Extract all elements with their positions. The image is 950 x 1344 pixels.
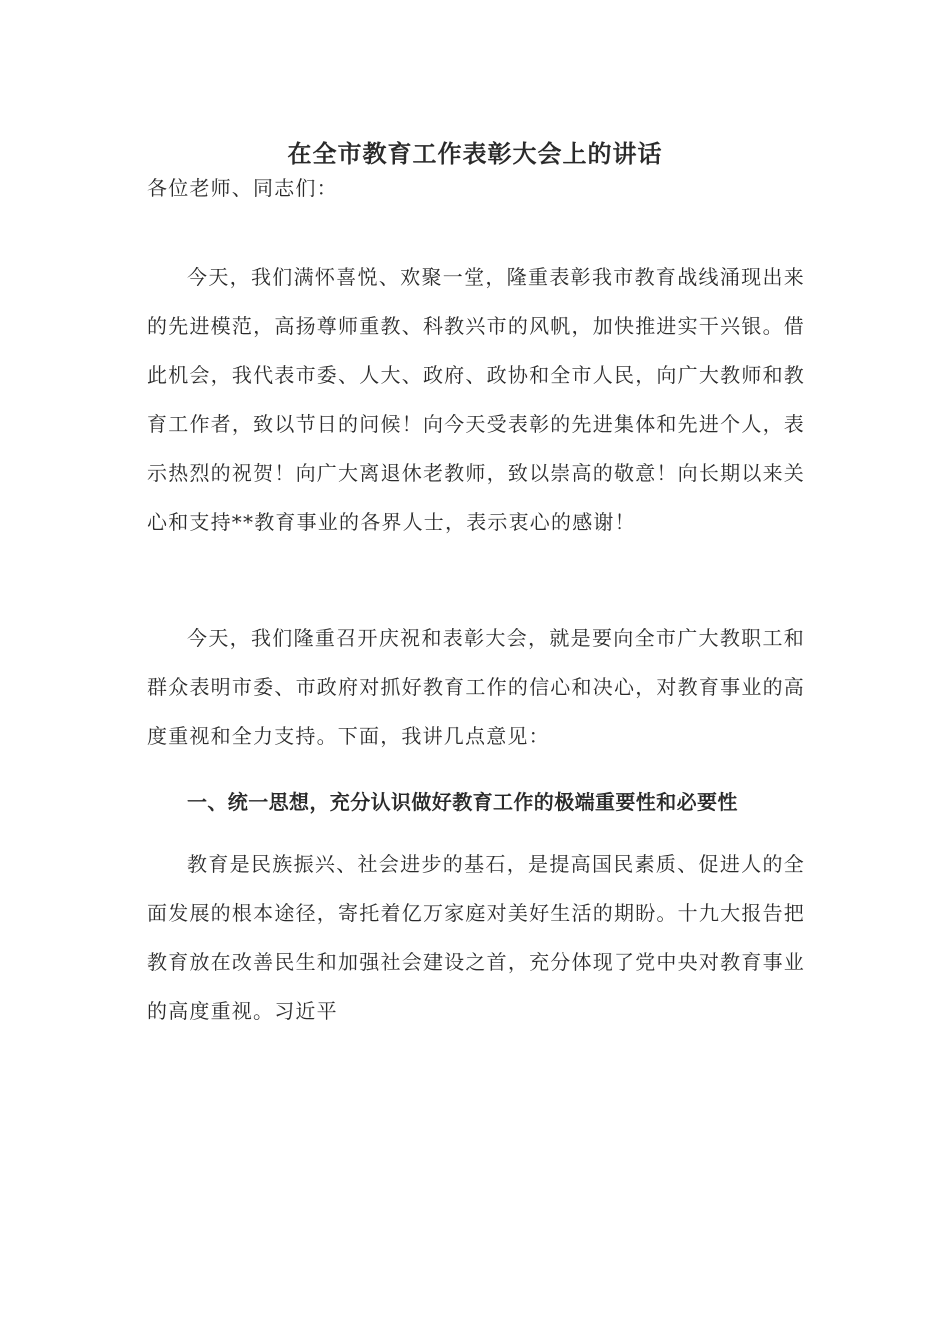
paragraph-opening: 今天，我们满怀喜悦、欢聚一堂，隆重表彰我市教育战线涌现出来的先进模范，高扬尊师重教、科教兴市的风帆，加快推进实干兴银。借此机会，我代表市委、人大、政府、政协和全市人民，向广大教师和教育工作者，致以节日的问候！向今天受表彰的先进集体和先进个人，表示热烈的祝贺！向广大离退休老教师，致以崇高的敬意！向长期以来关心和支持**教育事业的各界人士，表示衷心的感谢！ [147,265,805,534]
paragraph-purpose: 今天，我们隆重召开庆祝和表彰大会，就是要向全市广大教职工和群众表明市委、市政府对抓好教育工作的信心和决心，对教育事业的高度重视和全力支持。下面，我讲几点意见： [147,626,805,748]
document-title: 在全市教育工作表彰大会上的讲话 [287,139,663,168]
section-heading: 一、统一思想，充分认识做好教育工作的极端重要性和必要性 [187,790,738,814]
paragraph-education-importance: 教育是民族振兴、社会进步的基石，是提高国民素质、促进人的全面发展的根本途径，寄托着亿万家庭对美好生活的期盼。十九大报告把教育放在改善民生和加强社会建设之首，充分体现了党中央对教育事业的高度重视。习近平 [147,852,805,1023]
salutation: 各位老师、同志们： [147,176,338,200]
